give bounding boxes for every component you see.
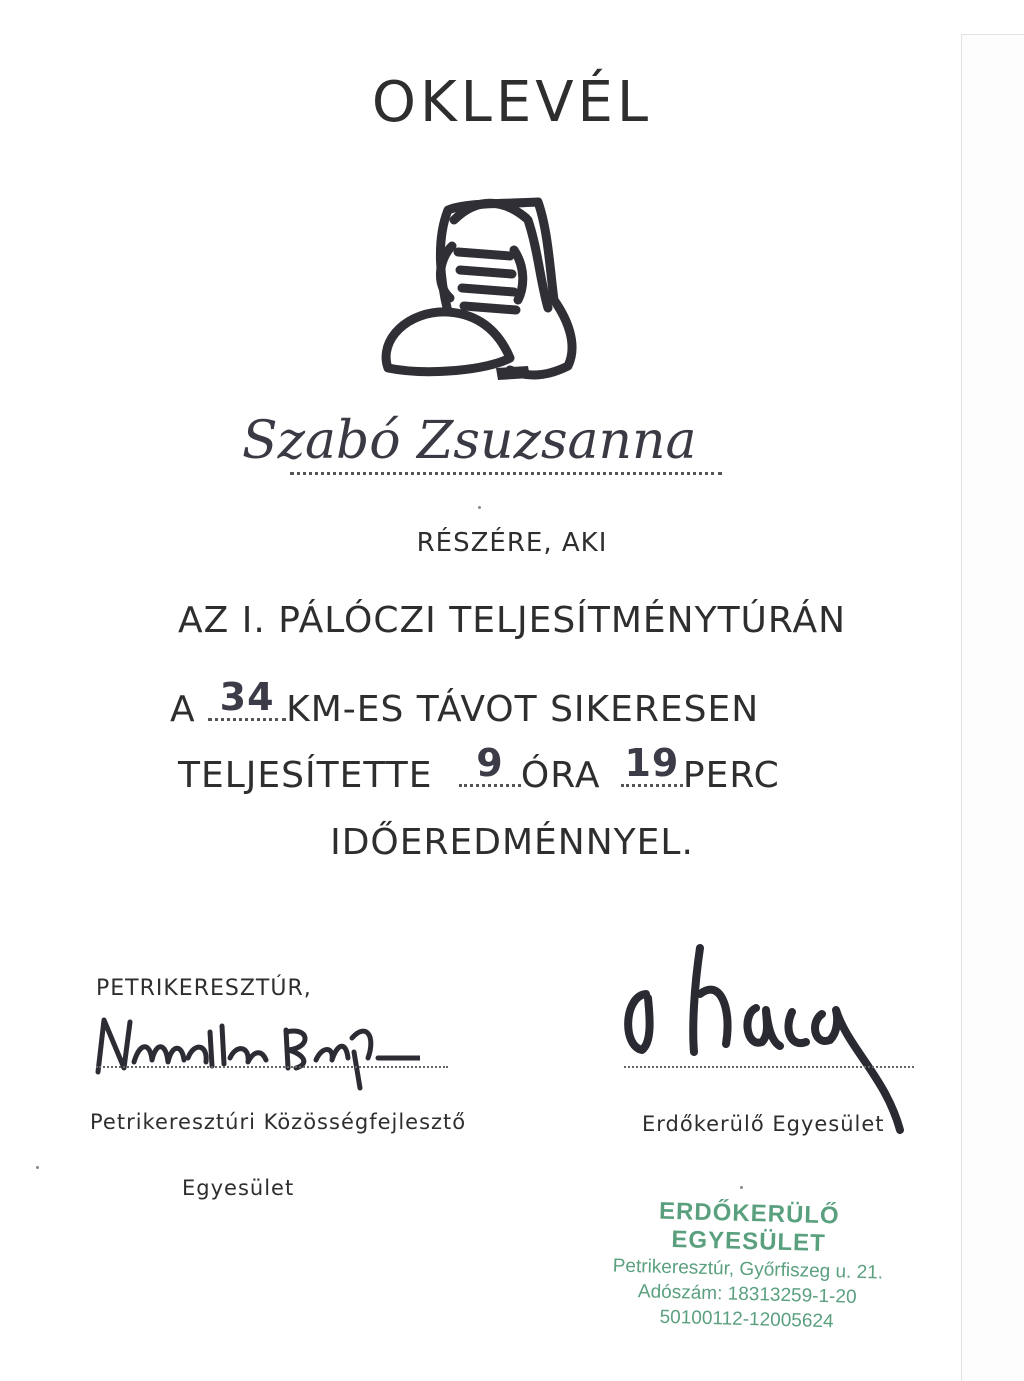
distance-value: 34 (219, 675, 275, 719)
speck (478, 506, 481, 509)
place-label: PETRIKERESZTÚR, (96, 976, 312, 1001)
distance-field (208, 675, 286, 721)
distance-line (170, 675, 760, 730)
time-prefix: TELJESÍTETTE (178, 755, 433, 796)
paper-edge (961, 34, 1024, 1381)
certificate-title: OKLEVÉL (371, 70, 653, 135)
left-signature-dotted-line (96, 1066, 448, 1068)
speck (36, 1166, 39, 1169)
speck (740, 1186, 743, 1189)
left-organization-line2: Egyesület (182, 1176, 295, 1200)
left-signature (90, 1002, 420, 1092)
minutes-value: 19 (624, 741, 680, 785)
hiking-boot-icon (378, 190, 590, 390)
tour-name-line: AZ I. PÁLÓCZI TELJESÍTMÉNYTÚRÁN (177, 600, 847, 641)
stamp-title: ERDŐKERÜLŐ EGYESÜLET (658, 1197, 841, 1258)
right-organization: Erdőkerülő Egyesület (642, 1112, 885, 1136)
reszere-text: RÉSZÉRE, AKI (416, 528, 608, 558)
right-signature (616, 938, 916, 1138)
distance-prefix: A (170, 689, 196, 730)
result-line: IDŐEREDMÉNNYEL. (330, 822, 694, 863)
stamp-address: Petrikeresztúr, Győrfiszeg u. 21. (612, 1255, 884, 1284)
hours-field (459, 741, 521, 787)
minutes-field (621, 741, 683, 787)
stamp-tax-id: Adószám: 18313259-1-20 (637, 1281, 857, 1308)
hours-label: ÓRA (520, 755, 601, 796)
hours-value: 9 (476, 741, 504, 785)
distance-suffix: KM-ES TÁVOT SIKERESEN (286, 689, 760, 730)
recipient-name-dotted-line (290, 472, 722, 475)
organization-stamp (576, 1196, 919, 1336)
recipient-name: Szabó Zsuzsanna (242, 411, 697, 471)
recipient-name-handwriting (236, 408, 796, 476)
right-signature-dotted-line (624, 1066, 914, 1068)
stamp-account: 50100112-12005624 (659, 1306, 834, 1333)
time-line (178, 741, 780, 796)
left-organization-line1: Petrikeresztúri Közösségfejlesztő (90, 1110, 467, 1134)
minutes-label: PERC (682, 755, 780, 796)
